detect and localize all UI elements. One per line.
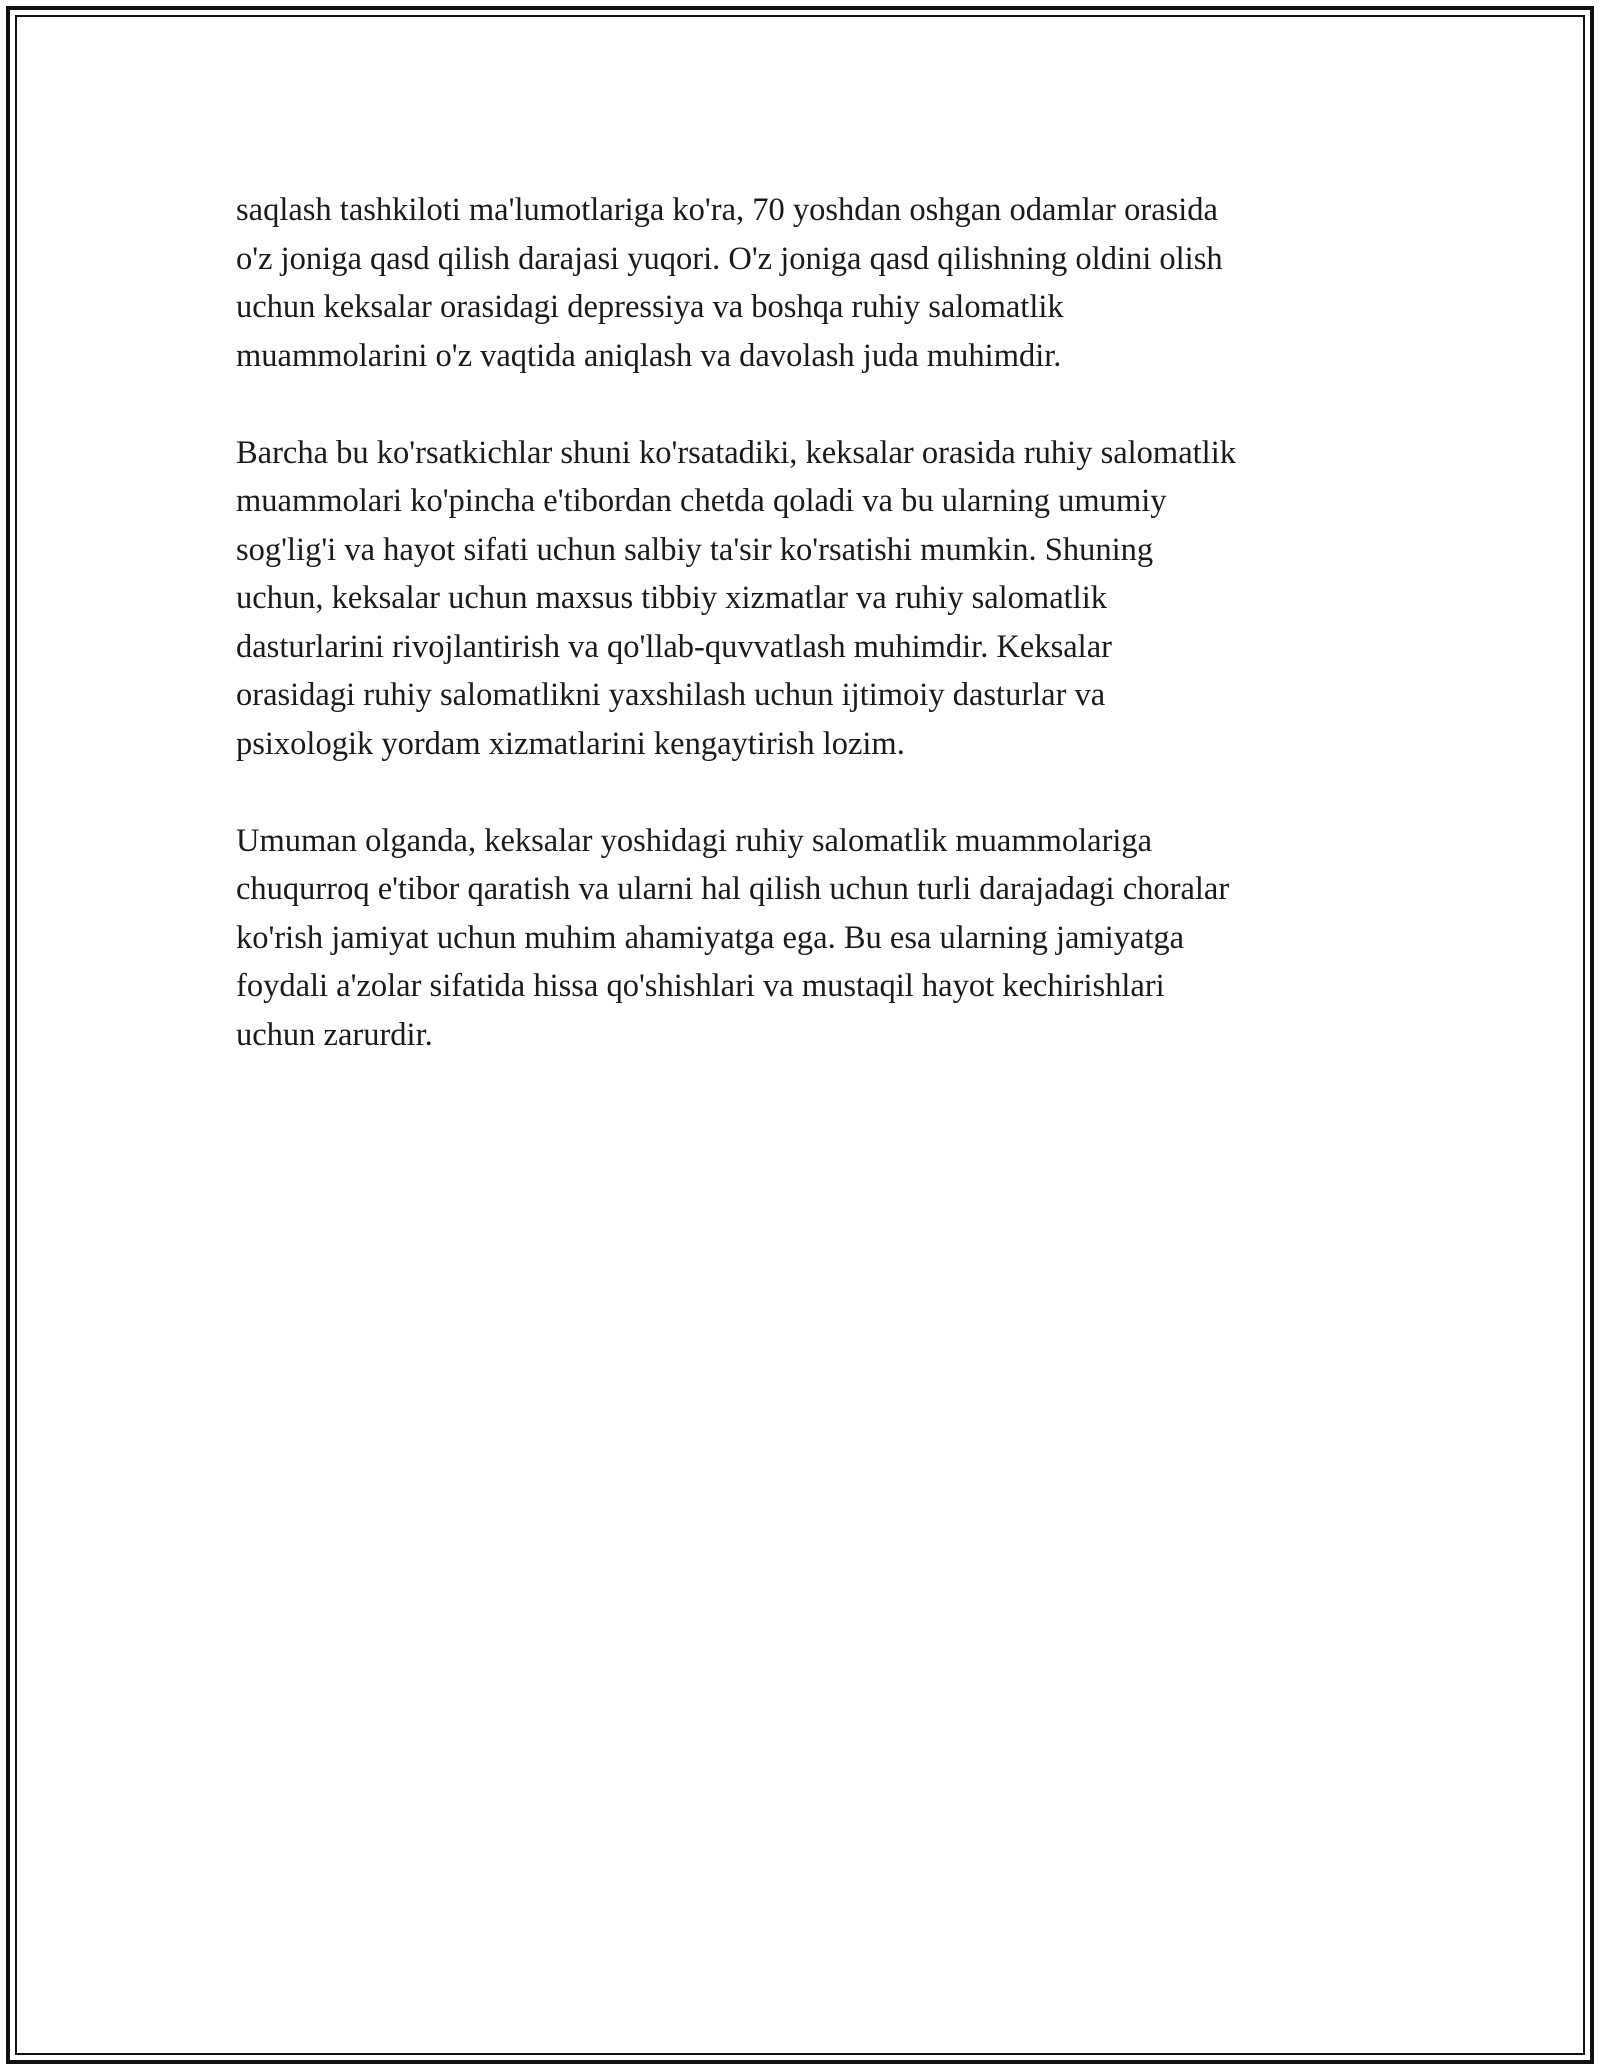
paragraph-3 bbox=[236, 817, 1386, 1060]
paragraph-1 bbox=[236, 186, 1386, 380]
text-line: muammolarini o'z vaqtida aniqlash va davolash juda muhimdir. bbox=[236, 337, 1062, 374]
text-line: uchun zarurdir. bbox=[236, 1016, 433, 1053]
text-line: uchun, keksalar uchun maxsus tibbiy xizmatlar va ruhiy salomatlik bbox=[236, 580, 1107, 616]
document-body bbox=[236, 186, 1386, 1059]
text-line: Umuman olganda, keksalar yoshidagi ruhiy salomatlik muammolariga bbox=[236, 822, 1153, 859]
text-line: foydali a'zolar sifatida hissa qo'shishlari va mustaqil hayot kechirishlari bbox=[236, 968, 1165, 1004]
text-line: orasidagi ruhiy salomatlikni yaxshilash uchun ijtimoiy dasturlar va bbox=[236, 677, 1106, 713]
text-line: o'z joniga qasd qilish darajasi yuqori. O'z joniga qasd qilishning oldini olish bbox=[236, 240, 1223, 277]
text-line: Barcha bu ko'rsatkichlar shuni ko'rsatadiki, keksalar orasida ruhiy salomatlik bbox=[236, 434, 1236, 471]
text-line: dasturlarini rivojlantirish va qo'llab-quvvatlash muhimdir. Keksalar bbox=[236, 628, 1112, 665]
text-line: saqlash tashkiloti ma'lumotlariga ko'ra, 70 yoshdan oshgan odamlar orasida bbox=[236, 192, 1218, 228]
text-line: sog'lig'i va hayot sifati uchun salbiy ta'sir ko'rsatishi mumkin. Shuning bbox=[236, 531, 1154, 568]
text-line: psixologik yordam xizmatlarini kengaytirish lozim. bbox=[236, 725, 905, 762]
text-line: muammolari ko'pincha e'tibordan chetda qoladi va bu ularning umumiy bbox=[236, 483, 1167, 519]
text-line: chuqurroq e'tibor qaratish va ularni hal qilish uchun turli darajadagi choralar bbox=[236, 871, 1230, 907]
text-line: ko'rish jamiyat uchun muhim ahamiyatga ega. Bu esa ularning jamiyatga bbox=[236, 919, 1185, 956]
text-line: uchun keksalar orasidagi depressiya va boshqa ruhiy salomatlik bbox=[236, 289, 1064, 325]
paragraph-2 bbox=[236, 429, 1386, 769]
